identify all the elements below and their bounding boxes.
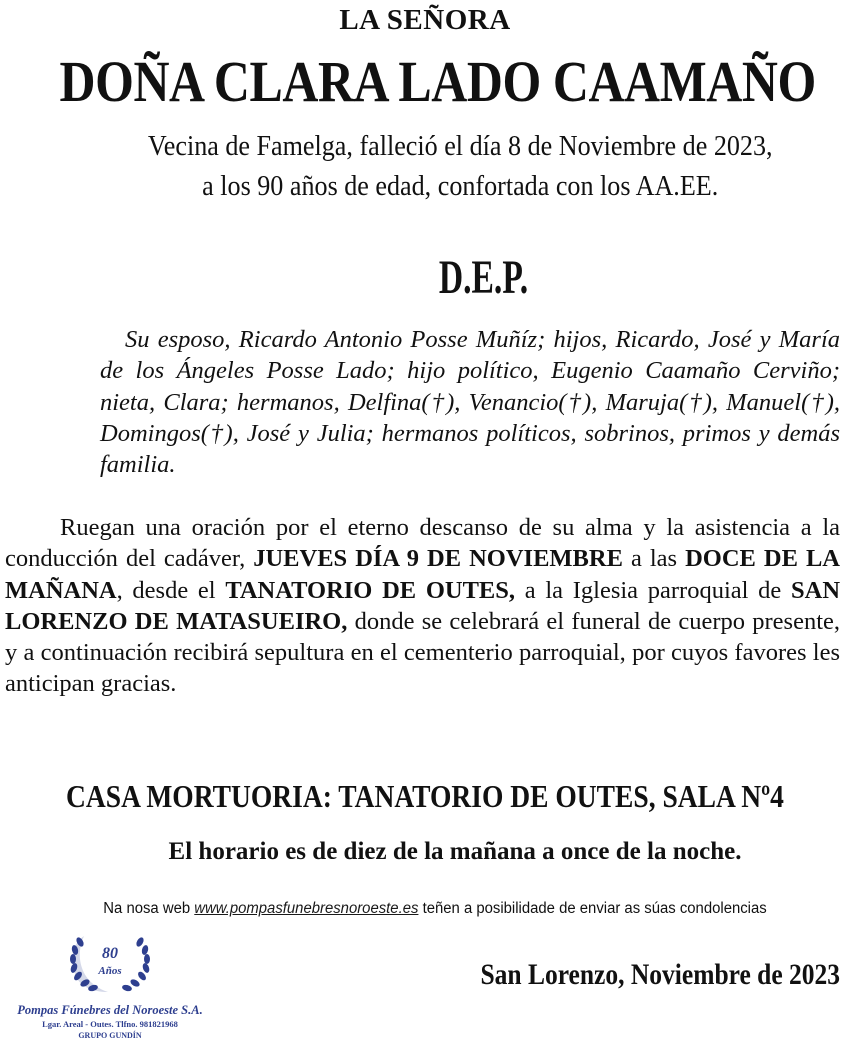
funeral-day: JUEVES DÍA 9 DE NOVIEMBRE <box>253 545 623 573</box>
prayer-text-1: Ruegan una oración por el eterno descanso de su alma y la asistencia a la conducción del cadáver, <box>5 514 840 573</box>
deceased-name: DOÑA CLARA LADO CAAMAÑO <box>59 49 816 114</box>
website-link[interactable]: www.pompasfunebresnoroeste.es <box>194 900 419 917</box>
funeral-origin: TANATORIO DE OUTES, <box>225 576 516 604</box>
intro-line-2: a los 90 años de edad, confortada con los AA.EE. <box>202 170 719 202</box>
funeral-church: SAN LORENZO DE MATASUEIRO, <box>5 576 841 635</box>
web-text-before: Na nosa web <box>103 900 195 917</box>
logo-anniversary-word: Años <box>98 965 122 977</box>
logo-anniversary-number: 80 <box>102 945 118 962</box>
prayer-text-3: , desde el <box>116 576 226 604</box>
prayer-paragraph <box>5 512 840 700</box>
prayer-text-4: a la Iglesia parroquial de <box>515 576 791 604</box>
company-logo <box>0 930 230 1041</box>
logo-company-name: Pompas Fúnebres del Noroeste S.A. <box>17 1003 203 1017</box>
web-text-after: teñen a posibilidade de enviar as súas condolencias <box>418 900 767 917</box>
intro-line-1: Vecina de Famelga, falleció el día 8 de Noviembre de 2023, <box>147 130 773 162</box>
logo-address: Lgar. Areal - Outes. Tlfno. 981821968 <box>42 1019 178 1029</box>
visiting-hours: El horario es de diez de la mañana a once de la noche. <box>168 838 742 865</box>
funeral-time: DOCE DE LA MAÑANA <box>5 545 840 604</box>
place-and-date: San Lorenzo, Noviembre de 2023 <box>480 958 840 991</box>
prayer-text-5: donde se celebrará el funeral de cuerpo presente, y a continuación recibirá sepultura en el cementerio parroquial, por cuyos favores les anticipan gracias. <box>5 607 840 698</box>
dep-heading: D.E.P. <box>438 251 529 304</box>
family-text: Su esposo, Ricardo Antonio Posse Muñíz; hijos, Ricardo, José y María de los Ángeles Posse Lado; hijo político, Eugenio Caamaño Cerviño; nieta, Clara; hermanos, Delfina(†), Venancio(†), Maruja(†), Manuel(†), Domingos(†), José y Julia; hermanos políticos, sobrinos, primos y demás familia. <box>100 326 840 479</box>
title-la-senora: LA SEÑORA <box>339 4 511 36</box>
web-condolences-line <box>27 900 843 918</box>
family-paragraph <box>100 324 840 480</box>
prayer-text-2: a las <box>622 545 686 573</box>
casa-mortuoria: CASA MORTUORIA: TANATORIO DE OUTES, SALA Nº4 <box>66 778 784 814</box>
logo-group: GRUPO GUNDÍN <box>78 1031 142 1040</box>
prayer-text <box>5 512 840 700</box>
